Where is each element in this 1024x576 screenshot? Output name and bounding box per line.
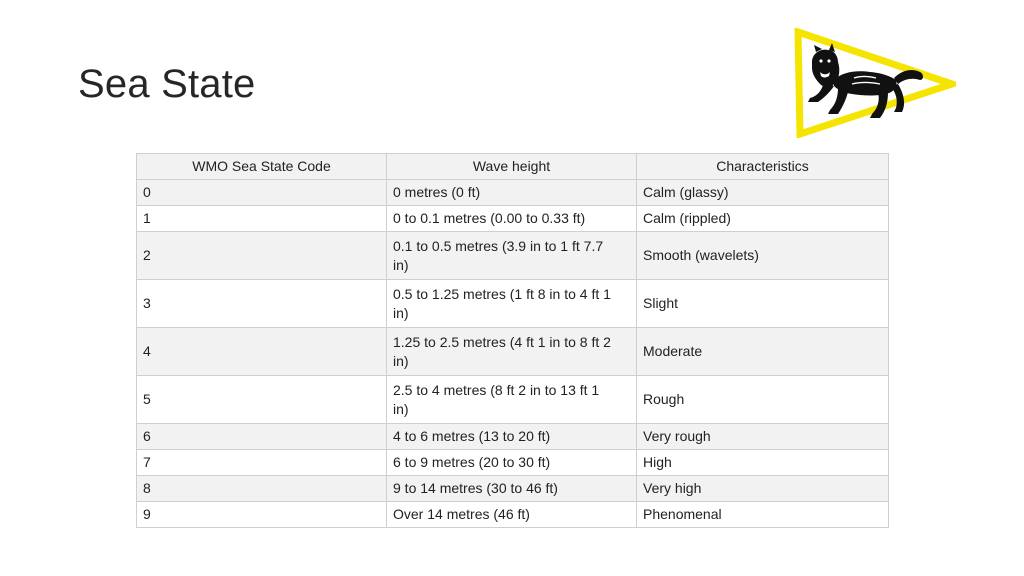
wave-height-cell: Over 14 metres (46 ft) — [387, 502, 637, 528]
wave-height-cell: 0 to 0.1 metres (0.00 to 0.33 ft) — [387, 206, 637, 232]
wave-height-cell: 0 metres (0 ft) — [387, 180, 637, 206]
characteristics-cell: Rough — [637, 376, 889, 424]
characteristics-cell: Calm (rippled) — [637, 206, 889, 232]
column-header-code: WMO Sea State Code — [137, 154, 387, 180]
column-header-wave-height: Wave height — [387, 154, 637, 180]
code-cell: 4 — [137, 328, 387, 376]
table-row — [137, 476, 889, 502]
characteristics-cell: Very high — [637, 476, 889, 502]
sea-state-table-container — [136, 153, 888, 528]
characteristics-cell: Phenomenal — [637, 502, 889, 528]
table-row — [137, 328, 889, 376]
table-row — [137, 206, 889, 232]
wave-height-cell: 9 to 14 metres (30 to 46 ft) — [387, 476, 637, 502]
code-cell: 7 — [137, 450, 387, 476]
wave-height-cell: 0.1 to 0.5 metres (3.9 in to 1 ft 7.7 in) — [387, 232, 637, 280]
characteristics-cell: High — [637, 450, 889, 476]
characteristics-cell: Calm (glassy) — [637, 180, 889, 206]
wave-height-cell: 6 to 9 metres (20 to 30 ft) — [387, 450, 637, 476]
table-row — [137, 280, 889, 328]
code-cell: 3 — [137, 280, 387, 328]
table-row — [137, 424, 889, 450]
code-cell: 8 — [137, 476, 387, 502]
characteristics-cell: Slight — [637, 280, 889, 328]
code-cell: 9 — [137, 502, 387, 528]
sea-state-table — [136, 153, 889, 528]
code-cell: 6 — [137, 424, 387, 450]
wave-height-cell: 1.25 to 2.5 metres (4 ft 1 in to 8 ft 2 in) — [387, 328, 637, 376]
column-header-characteristics: Characteristics — [637, 154, 889, 180]
wave-height-cell: 4 to 6 metres (13 to 20 ft) — [387, 424, 637, 450]
pennant-lion-icon — [794, 28, 956, 138]
table-header-row — [137, 154, 889, 180]
table-row — [137, 232, 889, 280]
page-title: Sea State — [78, 62, 256, 106]
code-cell: 0 — [137, 180, 387, 206]
code-cell: 5 — [137, 376, 387, 424]
characteristics-cell: Moderate — [637, 328, 889, 376]
table-row — [137, 502, 889, 528]
table-row — [137, 180, 889, 206]
wave-height-cell: 2.5 to 4 metres (8 ft 2 in to 13 ft 1 in) — [387, 376, 637, 424]
wave-height-cell: 0.5 to 1.25 metres (1 ft 8 in to 4 ft 1 in) — [387, 280, 637, 328]
code-cell: 1 — [137, 206, 387, 232]
table-row — [137, 376, 889, 424]
table-row — [137, 450, 889, 476]
characteristics-cell: Very rough — [637, 424, 889, 450]
code-cell: 2 — [137, 232, 387, 280]
characteristics-cell: Smooth (wavelets) — [637, 232, 889, 280]
